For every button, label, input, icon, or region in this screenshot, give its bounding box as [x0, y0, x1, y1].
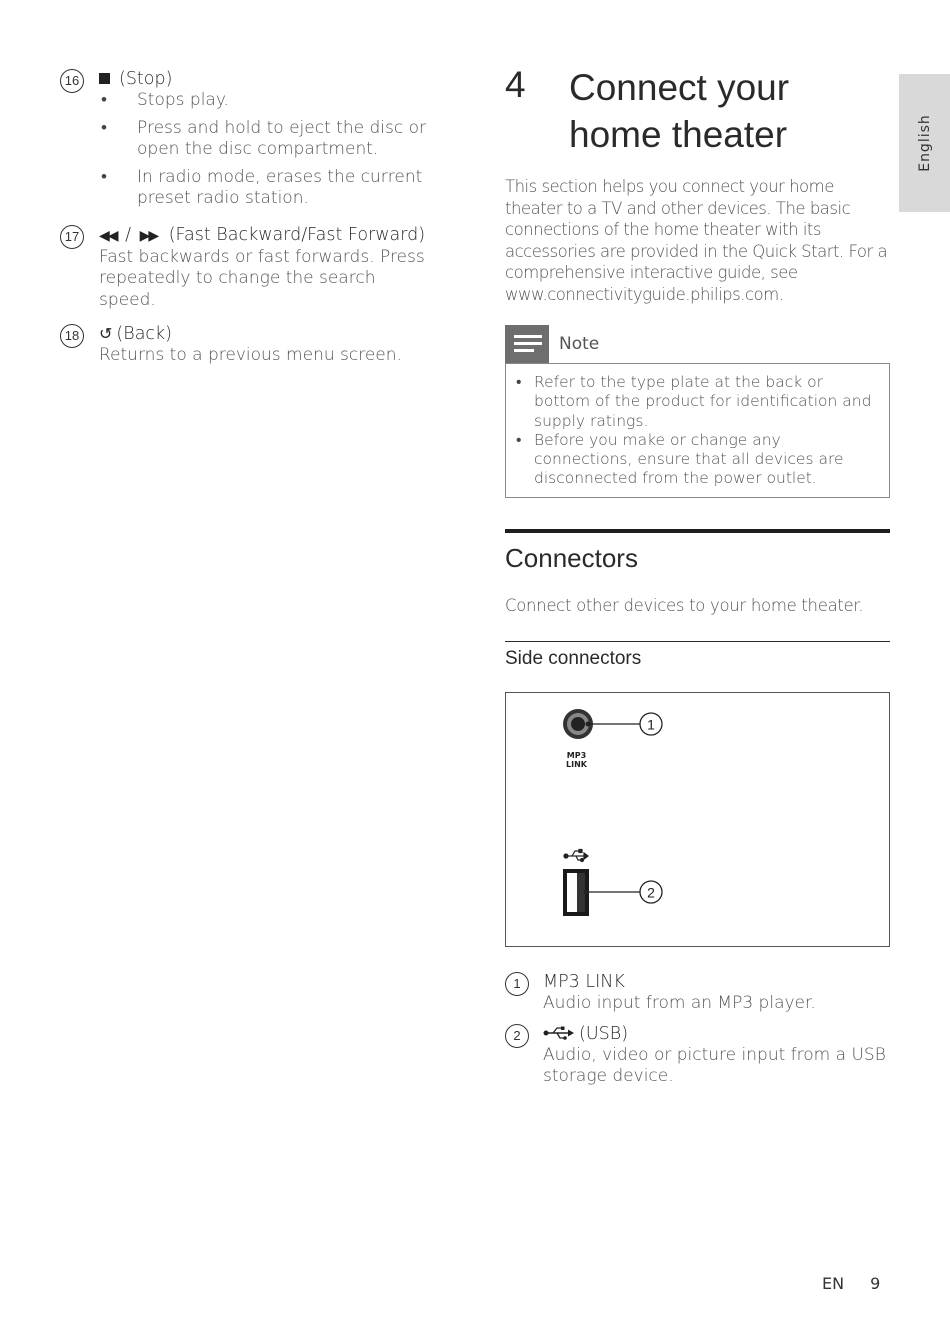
legend-description: Audio input from an MP3 player. — [543, 993, 816, 1014]
section-title: Connectors — [505, 542, 638, 573]
note-box — [505, 363, 890, 498]
item-fast-backward-forward — [60, 224, 430, 312]
legend-title: MP3 LINK — [543, 972, 625, 993]
note-item: • Refer to the type plate at the back or bottom of the product for identification and supply ratings. — [516, 373, 879, 431]
page-number: 9 — [870, 1274, 881, 1293]
mp3-label-line2: LINK — [566, 760, 587, 770]
item-number-badge: 17 — [60, 225, 84, 249]
language-tab-label: English — [916, 114, 933, 172]
back-arrow-icon: ↺ — [99, 324, 113, 343]
note-header — [505, 325, 890, 363]
item-stop — [60, 68, 430, 210]
usb-symbol-icon — [543, 1026, 575, 1040]
bullet-item: • Press and hold to eject the disc or open the disc compartment. — [99, 118, 430, 161]
section-description: Connect other devices to your home theater. — [505, 595, 864, 615]
legend-title-text: (USB) — [579, 1023, 629, 1044]
subsection-title: Side connectors — [505, 648, 642, 670]
connector-legend — [505, 971, 890, 1088]
item-description: Returns to a previous menu screen. — [99, 345, 402, 365]
fast-backward-icon: ◀◀ — [99, 227, 117, 244]
item-title-text: (Fast Backward/Fast Forward) — [168, 224, 426, 245]
bullet-item: • In radio mode, erases the current preset radio station. — [99, 167, 430, 210]
callout-number-1: 1 — [647, 716, 655, 733]
bullet-item: • Stops play. — [99, 90, 430, 112]
item-number-badge: 18 — [60, 324, 84, 348]
callout-number-2: 2 — [647, 884, 655, 901]
item-number-badge: 16 — [60, 69, 84, 93]
fast-forward-icon: ▶▶ — [139, 227, 158, 244]
mp3-link-label — [566, 751, 587, 769]
section-divider — [505, 529, 890, 533]
item-title-text: (Stop) — [119, 69, 173, 89]
chapter-number: 4 — [505, 64, 526, 105]
note-list — [516, 373, 879, 489]
connector-diagram-drawing — [506, 693, 891, 948]
stop-icon — [99, 73, 110, 84]
legend-number-badge: 1 — [505, 972, 529, 996]
legend-title — [543, 1023, 890, 1045]
note-item: • Before you make or change any connections, ensure that all devices are disconnected from the power outlet. — [516, 431, 879, 489]
legend-item-usb — [505, 1023, 890, 1088]
item-title-text: (Back) — [116, 324, 172, 344]
chapter-heading — [505, 64, 890, 164]
item-back — [60, 323, 430, 367]
item-title — [99, 323, 430, 345]
bullet-list — [99, 90, 430, 210]
legend-description: Audio, video or picture input from a USB storage device. — [543, 1044, 886, 1087]
left-column — [60, 68, 430, 375]
chapter-intro: This section helps you connect your home theater to a TV and other devices. The basic connections of the home theater with its accessories are provided in the Quick Start. For a comprehensive interactive guide, see www.connectivityguide.philips.com. — [505, 177, 888, 304]
note-icon — [505, 325, 549, 363]
language-side-tab — [899, 74, 950, 212]
chapter-title: Connect your home theater — [569, 67, 790, 155]
item-title — [99, 68, 430, 90]
usb-symbol-icon — [564, 850, 588, 862]
side-connectors-diagram — [505, 692, 890, 947]
legend-item-mp3-link — [505, 971, 890, 1015]
note-label: Note — [559, 334, 600, 354]
footer-language: EN — [822, 1274, 845, 1293]
item-title — [99, 224, 430, 247]
page-footer — [822, 1274, 880, 1293]
mp3-label-line1: MP3 — [566, 751, 587, 761]
right-column — [505, 64, 890, 1096]
legend-number-badge: 2 — [505, 1024, 529, 1048]
subsection-divider — [505, 641, 890, 643]
slash-separator: / — [125, 224, 132, 245]
item-description: Fast backwards or fast forwards. Press repeatedly to change the search speed. — [99, 246, 425, 310]
